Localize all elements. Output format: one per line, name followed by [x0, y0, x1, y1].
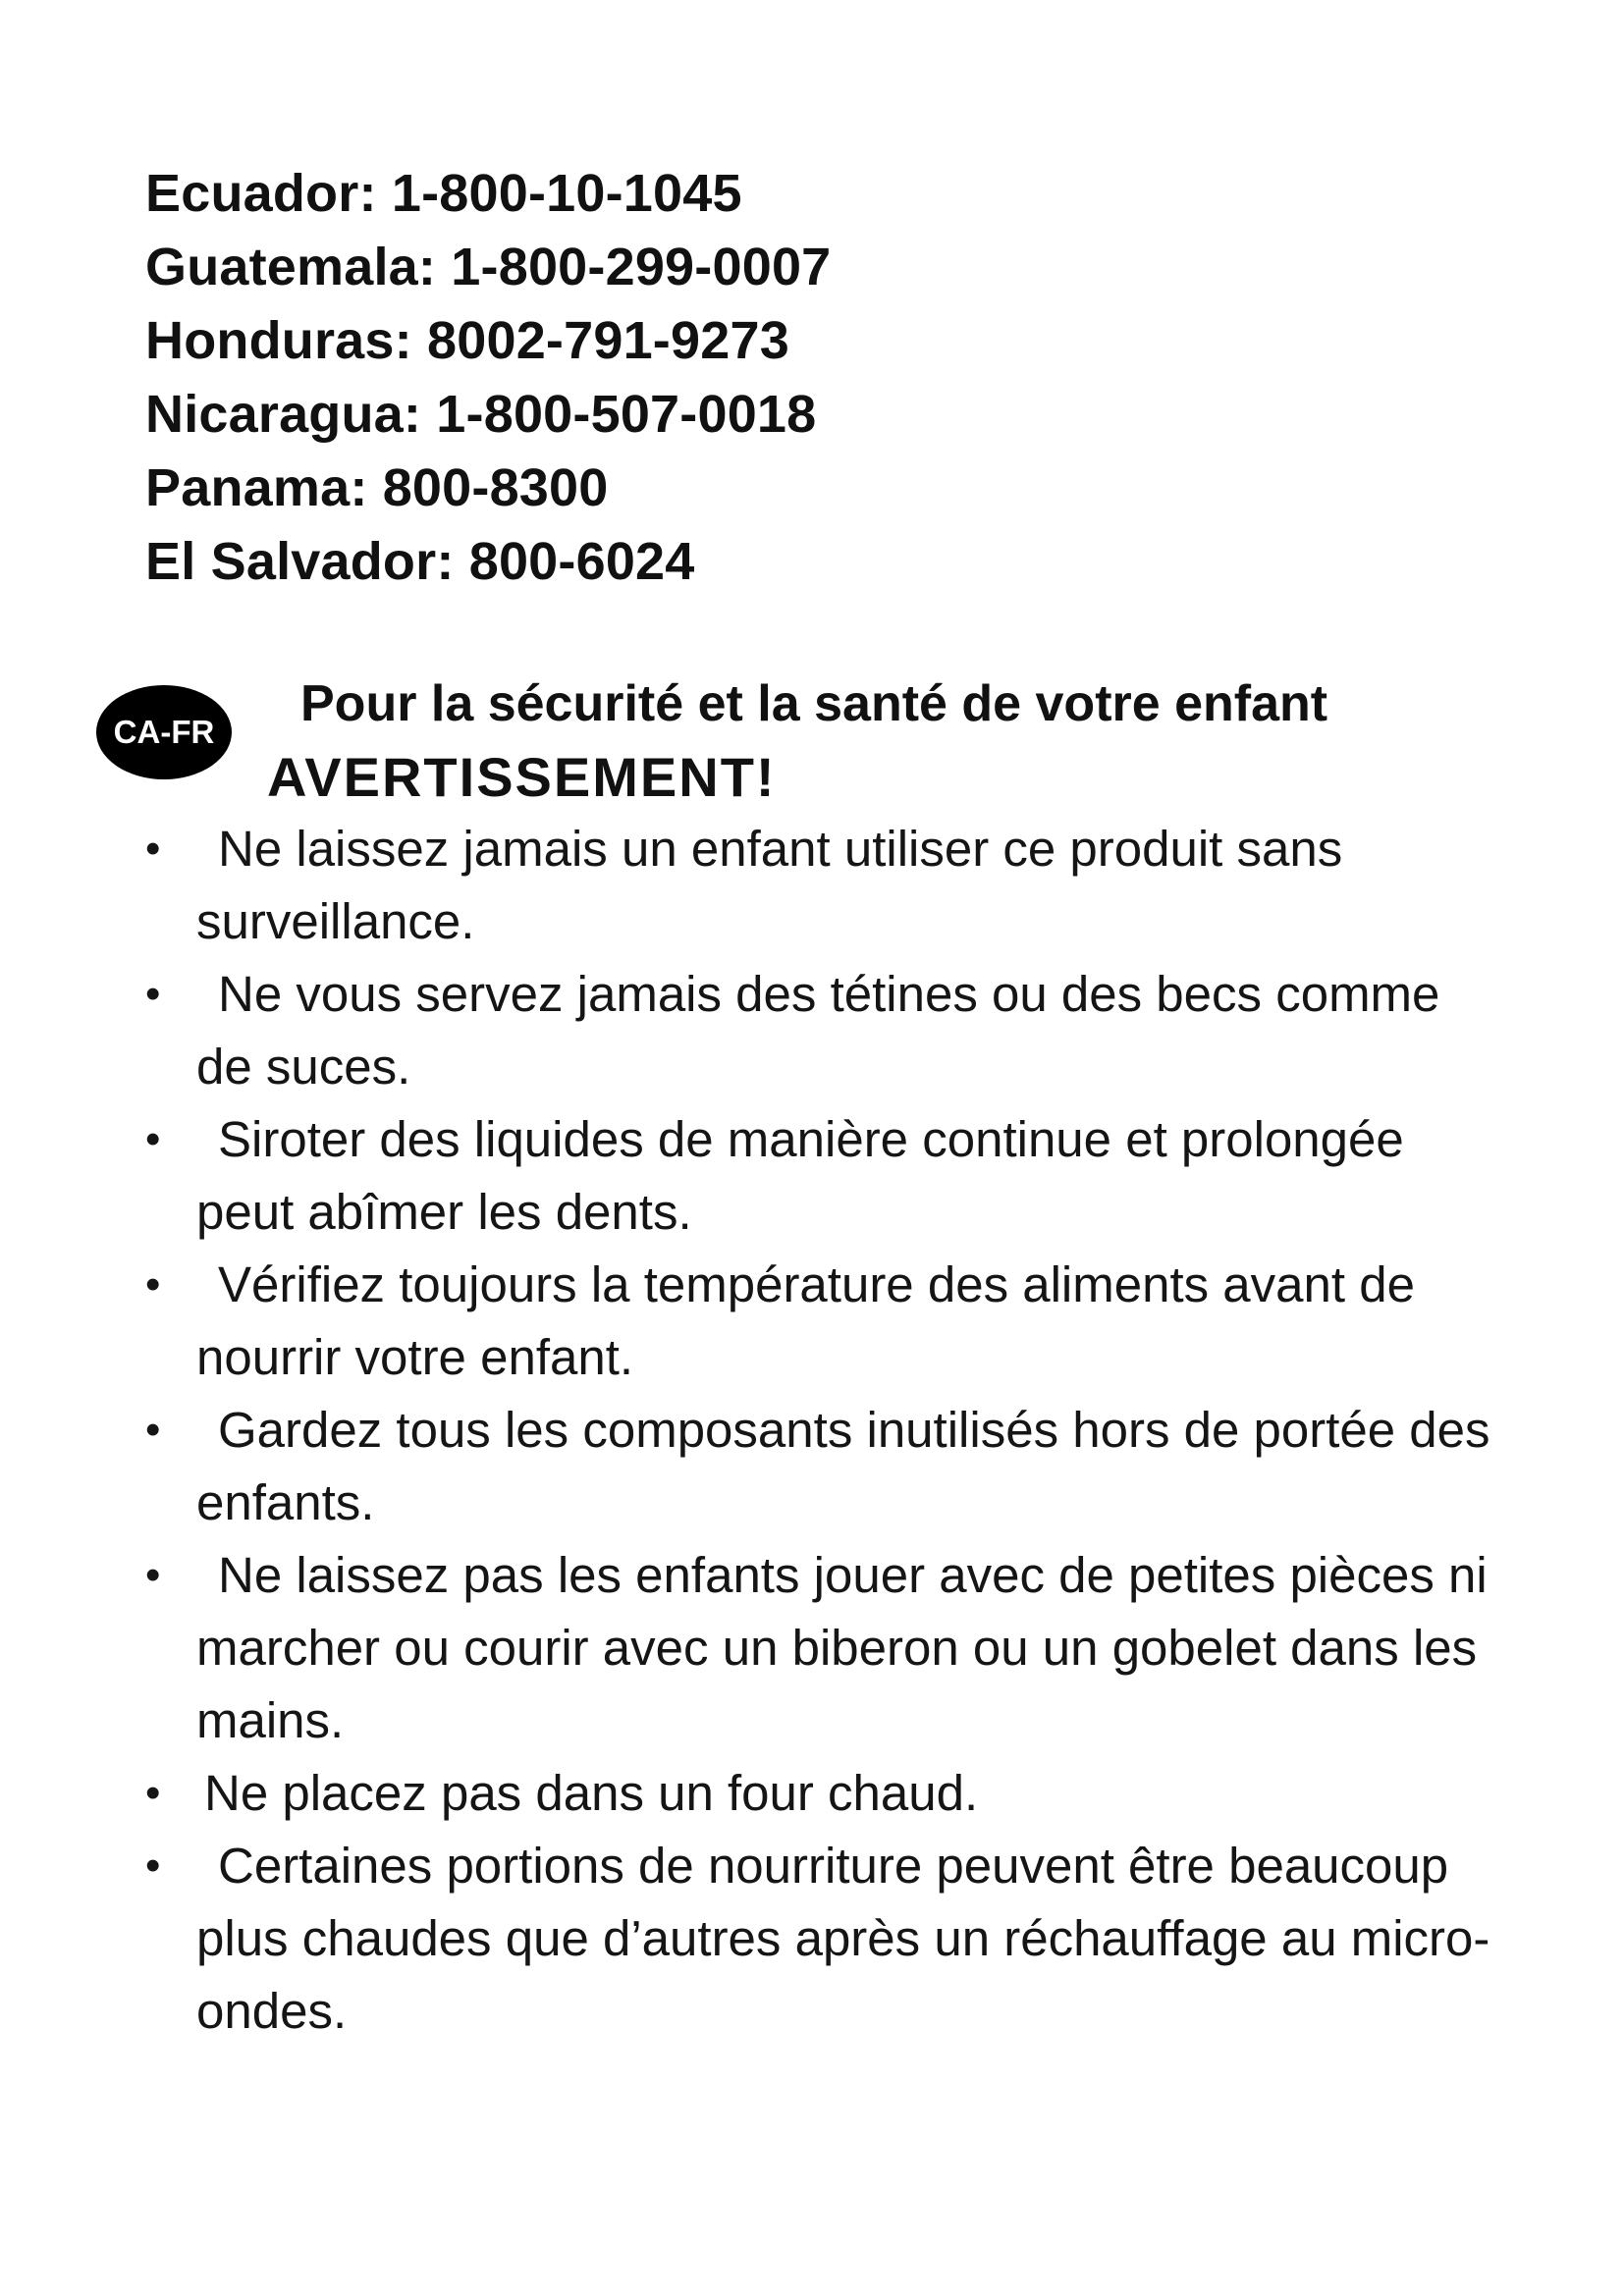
- contact-el-salvador: El Salvador: 800-6024: [145, 532, 695, 591]
- bullet-icon: •: [145, 1260, 161, 1308]
- warning-text: Ne laissez pas les enfants jouer avec de petites pièces ni marcher ou courir avec un biberon ou un gobelet dans les mains.: [196, 1547, 1488, 1748]
- contact-honduras: Honduras: 8002-791-9273: [145, 311, 789, 370]
- bullet-icon: •: [145, 1842, 161, 1890]
- warning-item: [145, 813, 1500, 958]
- contact-list: [145, 157, 831, 599]
- contact-guatemala: Guatemala: 1-800-299-0007: [145, 238, 832, 296]
- warning-text: Certaines portions de nourriture peuvent être beaucoup plus chaudes que d’autres après un réchauffage au micro-ondes.: [196, 1838, 1490, 2039]
- warning-text: Ne laissez jamais un enfant utiliser ce produit sans surveillance.: [196, 821, 1343, 949]
- bullet-icon: •: [145, 1551, 161, 1599]
- warning-item: [145, 1539, 1500, 1757]
- bullet-icon: •: [145, 1406, 161, 1454]
- warning-heading: AVERTISSEMENT!: [267, 746, 777, 808]
- bullet-icon: •: [145, 1769, 161, 1817]
- section-heading: Pour la sécurité et la santé de votre enfant: [300, 675, 1328, 732]
- warning-list: [145, 813, 1500, 2048]
- warning-text: Ne vous servez jamais des tétines ou des becs comme de suces.: [196, 966, 1440, 1095]
- contact-panama: Panama: 800-8300: [145, 458, 609, 517]
- warning-item: [145, 1103, 1500, 1249]
- bullet-icon: •: [145, 825, 161, 873]
- bullet-icon: •: [145, 1115, 161, 1163]
- warning-item: [145, 1249, 1500, 1394]
- warning-item: [145, 958, 1500, 1103]
- warning-item: [145, 1757, 1500, 1830]
- contact-nicaragua: Nicaragua: 1-800-507-0018: [145, 385, 817, 444]
- contact-ecuador: Ecuador: 1-800-10-1045: [145, 164, 742, 223]
- warning-item: [145, 1830, 1500, 2048]
- warning-text: Ne placez pas dans un four chaud.: [204, 1765, 979, 1821]
- warning-item: [145, 1394, 1500, 1539]
- language-badge-label: CA-FR: [113, 714, 215, 750]
- language-badge: [96, 685, 232, 779]
- warning-text: Gardez tous les composants inutilisés hors de portée des enfants.: [196, 1402, 1490, 1530]
- bullet-icon: •: [145, 970, 161, 1018]
- warning-text: Vérifiez toujours la température des aliments avant de nourrir votre enfant.: [196, 1256, 1415, 1385]
- warning-text: Siroter des liquides de manière continue et prolongée peut abîmer les dents.: [196, 1111, 1404, 1240]
